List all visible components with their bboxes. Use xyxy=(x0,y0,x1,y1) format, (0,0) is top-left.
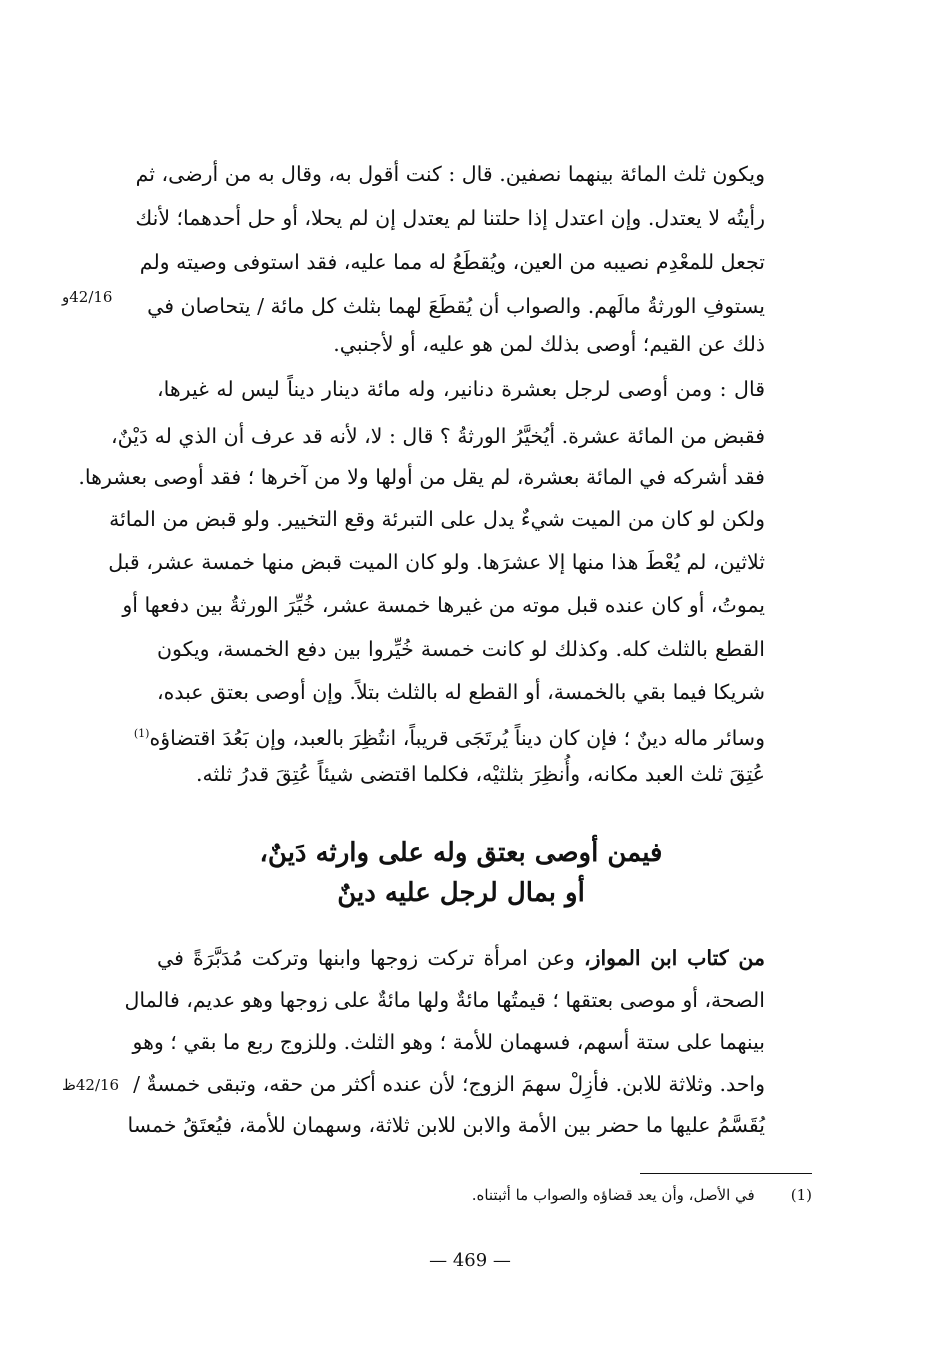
paragraph-line: قال : ومن أوصى لرجل بعشرة دنانير، وله مائة دينار ديناً ليس له غيرها، xyxy=(157,377,765,401)
paragraph-line: ذلك عن القيم؛ أوصى بذلك لمن هو عليه، أو لأجنبي. xyxy=(333,332,765,356)
footnote-separator xyxy=(640,1173,812,1174)
footnote-number: (1) xyxy=(790,1186,812,1204)
paragraph-line: تجعل للمعْدِم نصيبه من العين، ويُقطَعُ له مما عليه، فقد استوفى وصيته ولم xyxy=(139,250,765,274)
paragraph-line: القطع بالثلث كله. وكذلك لو كانت خمسة خُيِّروا بين دفع الخمسة، ويكون xyxy=(157,637,765,661)
paragraph-line xyxy=(157,936,765,980)
footnote xyxy=(430,1186,812,1204)
margin-folio-note: 42/16و xyxy=(62,288,113,306)
paragraph-line: رأيتُه لا يعتدل. وإن اعتدل إذا حلتنا لم يعتدل إن لم يحلا، أو حل أحدهما؛ لأنك xyxy=(135,206,765,230)
paragraph-line: فقبض من المائة عشرة. أيُخيَّرُ الورثةُ ؟ قال : لا، لأنه قد عرف أن الذي له دَيْنٌ، xyxy=(111,424,765,448)
paragraph-line: يموتُ، أو كان عنده قبل موته من غيرها خمسة عشر، خُيِّرَ الورثةُ بين دفعها أو xyxy=(122,593,765,617)
paragraph-line-text: وسائر ماله دينٌ ؛ فإن كان ديناً يُرتَجَى قريباً، انتُظِرَ بالعبد، وإن بَعُدَ اقتضاؤه xyxy=(149,725,765,750)
paragraph-line: عُتِقَ ثلث العبد مكانه، وأُنظِرَ بثلثيْه، فكلما اقتضى شيئاً عُتِقَ قدرُ ثلثه. xyxy=(195,762,765,786)
paragraph-line: شريكا فيما بقي بالخمسة، أو القطع له بالثلث بتلاً. وإن أوصى بعتق عبده، xyxy=(157,680,765,704)
paragraph-line: فقد أشركه في المائة بعشرة، لم يقل من أولها ولا من آخرها ؛ فقد أوصى بعشرها. xyxy=(78,465,765,489)
paragraph-line: يُقَسَّمُ عليها ما حضر بين الأمة والابن للابن ثلاثة، وسهمان للأمة، فيُعتَقُ خمسا xyxy=(127,1113,765,1137)
section-heading-line-2: أو بمال لرجل عليه دينٌ xyxy=(337,878,585,908)
footnote-text: في الأصل، وأن يعد قضاؤه والصواب ما أثبتناه. xyxy=(471,1186,755,1204)
source-citation: من كتاب ابن المواز، xyxy=(583,946,765,970)
paragraph-line: ويكون ثلث المائة بينهما نصفين. قال : كنت أقول به، وقال به من أرضى، ثم xyxy=(135,162,765,186)
paragraph-line: واحد. وثلاثة للابن. فأزِلْ سهمَ الزوج؛ لأن عنده أكثر من حقه، وتبقى خمسةٌ / xyxy=(133,1072,765,1096)
footnote-reference: (1) xyxy=(133,727,150,740)
paragraph-line xyxy=(133,712,765,756)
paragraph-line: يستوفِ الورثةُ مالَهم. والصواب أن يُقطَعَ لهما بثلث كل مائة / يتحاصان في xyxy=(147,294,765,318)
paragraph-line: بينهما على ستة أسهم، فسهمان للأمة ؛ وهو الثلث. وللزوج ربع ما بقي ؛ وهو xyxy=(132,1030,765,1054)
paragraph-line: ولكن لو كان من الميت شيءٌ يدل على التبرئة وقع التخيير. ولو قبض من المائة xyxy=(109,507,765,531)
paragraph-line: الصحة، أو موصى بعتقها ؛ قيمتُها مائةٌ ولها مائةٌ على زوجها وهو عديم، فالمال xyxy=(124,988,765,1012)
section-heading-line-1: فيمن أوصى بعتق وله على وارثه دَينٌ، xyxy=(259,838,663,868)
paragraph-line-text: وعن امرأة تركت زوجها وابنها وتركت مُدَبَّرَةً في xyxy=(157,946,584,970)
page-number: — 469 — xyxy=(429,1250,511,1271)
margin-folio-note: 42/16ظ xyxy=(62,1076,120,1094)
paragraph-line: ثلاثين، لم يُعْطَ هذا منها إلا عشرَها. ولو كان الميت قبض منها خمسة عشر، قبل xyxy=(108,550,765,574)
